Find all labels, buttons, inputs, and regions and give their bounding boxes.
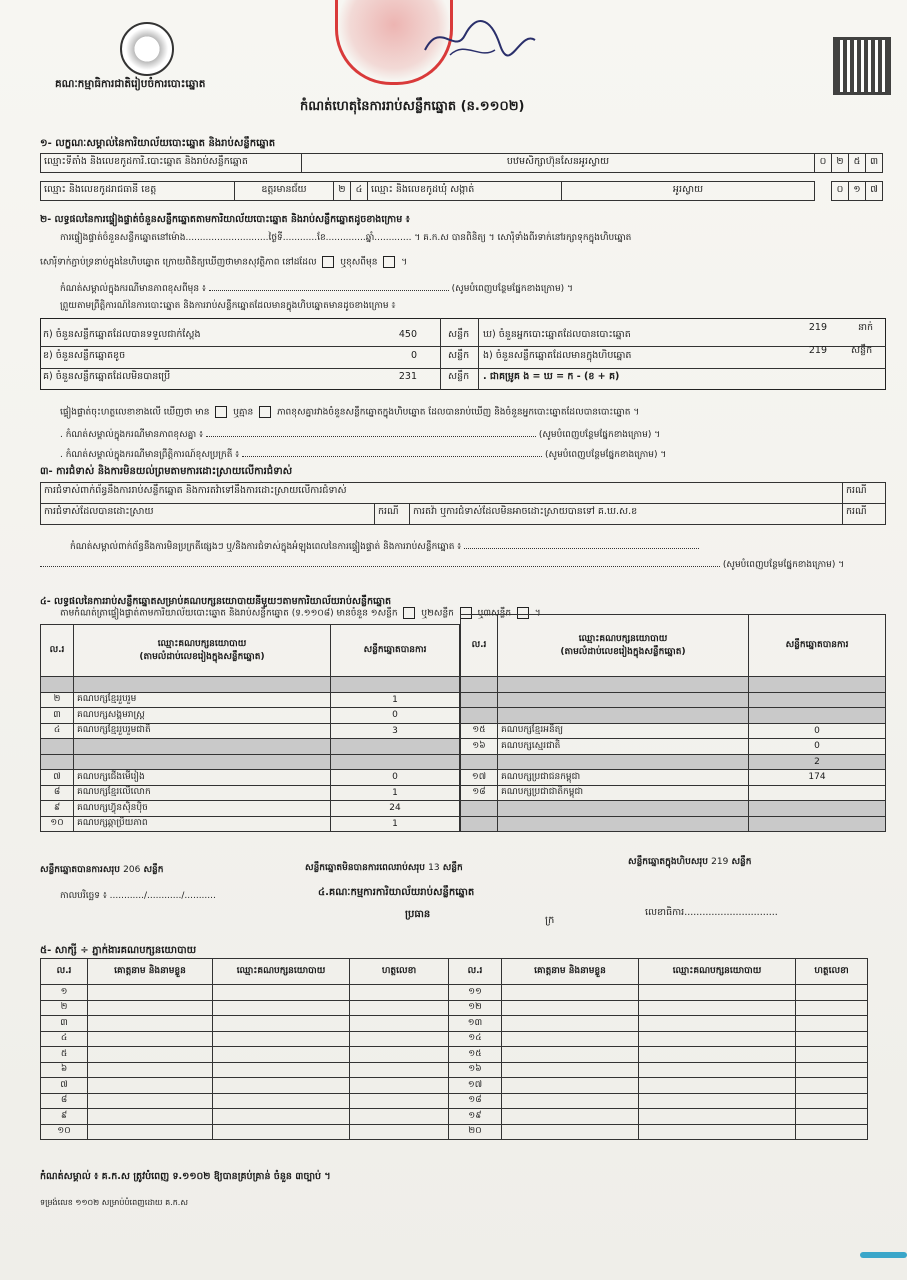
difference-note-label: កំណត់សម្គាល់ក្នុងករណីមានភាពខុសពីមុន ៖ (60, 284, 206, 294)
witness-no-cell: ៨ (41, 1093, 88, 1109)
province-value: ឧត្តរមានជ័យ (234, 181, 334, 201)
witness-sign-right-cell[interactable] (796, 1016, 868, 1032)
party-results-left (40, 624, 460, 832)
location-value: បឋមសិក្សាហ៊ុនសែនអូរស្វាយ (301, 153, 815, 173)
party-left-name-cell: គណបក្សឆ្កាប្រិយភាព (74, 816, 331, 832)
witness-name-right-cell[interactable] (502, 1000, 639, 1016)
party-right-name-cell (498, 801, 749, 817)
party-right-no-cell (461, 754, 498, 770)
total-valid-value: 206 (123, 865, 141, 875)
section-5-title: ៥- សាក្សី ÷ ភ្នាក់ងារគណបក្សនយោបាយ (40, 945, 197, 956)
commune-code-1: ០ (831, 181, 849, 201)
witness-sign-right-cell[interactable] (796, 1078, 868, 1094)
party-left-name-cell: គណបក្សខ្មែររួបរួមជាតិ (74, 723, 331, 739)
party-left-no-cell: ២ (41, 692, 74, 708)
irregularity-note-label: កំណត់សម្គាល់ពាក់ព័ន្ធនឹងការមិនប្រក្រតីផ្សេងៗ ឬ/និងការជំទាស់ក្នុងអំឡុងពេលនៃការផ្ទៀងផ្ទាត់ និងការរាប់សន្លឹកឆ្នោត ៖ (70, 542, 462, 552)
party-left-name-cell: គណបក្សជើងមើរៀង (74, 770, 331, 786)
complaints-row: ការជំទាស់ពាក់ព័ន្ធនឹងការរាប់សន្លឹកឆ្នោត និងការតវ៉ាទៅនឹងការដោះស្រាយលើការជំទាស់ (40, 482, 843, 504)
location-label: ឈ្មោះទីតាំង និងលេខកូដការិ.បោះឆ្នោត និងរាប់សន្លឹកឆ្នោត (40, 153, 302, 173)
unresolved-case: ករណី (842, 503, 886, 525)
secretary-label: លេខាធិការ............................... (645, 907, 778, 918)
section-1-title: ១- លក្ខណៈសម្គាល់នៃការិយាល័យបោះឆ្នោត និងរាប់សន្លឹកឆ្នោត (40, 138, 276, 149)
page-title: កំណត់ហេតុនៃការរាប់សន្លឹកឆ្នោត (ន.១១០២) (300, 99, 525, 114)
witness-name-cell[interactable] (88, 1016, 213, 1032)
col-party-header-line2: (តាមលំដាប់លេខរៀងក្នុងសន្លឹកឆ្នោត) (139, 651, 265, 662)
witness-col-name: គោត្តនាម និងនាមខ្លួន (88, 959, 213, 985)
witness-sign-cell[interactable] (350, 1031, 449, 1047)
province-label: ឈ្មោះ និងលេខកូដរាជធានី ខេត្ត (40, 181, 235, 201)
witness-sign-cell[interactable] (350, 1016, 449, 1032)
note-irregular-field[interactable] (242, 446, 542, 457)
discrepancy-check-text: ផ្ទៀងផ្ទាត់ចុះហត្ថលេខាខាងលើ ឃើញថា មាន (60, 407, 210, 418)
party-right-votes-cell: 2 (749, 754, 886, 770)
party-right-name-cell (498, 677, 749, 693)
witness-name-right-cell[interactable] (502, 1031, 639, 1047)
member-label: ក្រ (545, 915, 555, 926)
location-code-3: ៥ (848, 153, 866, 173)
total-box-label: សន្លឹកឆ្នោតក្នុងហិបសរុប (628, 857, 708, 867)
location-code-1: ០ (814, 153, 832, 173)
witness-col-no-right: ល.រ (449, 959, 502, 985)
party-left-votes-cell: 0 (331, 708, 460, 724)
witness-name-cell[interactable] (88, 1078, 213, 1094)
note-irregular-label: . កំណត់សម្គាល់ក្នុងករណីមានព្រឹត្តិការណ៍ខុសប្រក្រតី ៖ (60, 450, 240, 460)
section-4-subtitle: តាមកំណត់ត្រាផ្ទៀងផ្ទាត់តាមការិយាល័យបោះឆ្នោត និងរាប់សន្លឹកឆ្នោត (ទ.១១០៨) មានចំនួន ១សន្លឹក ឬ២សន្លឹក ឬ៣សន្លឹក ។ (60, 608, 541, 619)
one-sheet-checkbox[interactable] (403, 607, 415, 619)
witness-name-right-cell[interactable] (502, 985, 639, 1001)
province-code-1: ២ (333, 181, 351, 201)
party-right-votes-cell: 0 (749, 739, 886, 755)
difference-note-line (60, 280, 573, 296)
note-difference-label: . កំណត់សម្គាល់ក្នុងករណីមានភាពខុសគ្នា ៖ (60, 430, 204, 440)
total-valid-unit: សន្លឹក (143, 865, 164, 875)
witness-row (41, 1047, 868, 1063)
yes-checkbox[interactable] (215, 406, 227, 418)
irregularity-note-line2 (40, 556, 844, 572)
witness-party-right-cell[interactable] (639, 1124, 796, 1140)
party-left-name-cell: គណបក្សសង្គមរាស្ត្រ (74, 708, 331, 724)
padlock-text: សោរ៉ុំទាក់ភ្ជាប់ទ្រនាប់ក្នុងនៃហិបឆ្នោត ក្រោយពិនិត្យឃើញថាមានសុវត្ថិភាព នៅដដែល (40, 257, 317, 268)
witness-party-right-cell[interactable] (639, 1093, 796, 1109)
witness-party-right-cell[interactable] (639, 985, 796, 1001)
witness-name-cell[interactable] (88, 1093, 213, 1109)
party-right-row (461, 692, 886, 708)
witness-party-cell[interactable] (213, 1031, 350, 1047)
witness-sign-right-cell[interactable] (796, 1062, 868, 1078)
party-right-votes-cell: 174 (749, 770, 886, 786)
unresolved-row: ការតវ៉ា ឬការជំទាស់ដែលមិនអាចដោះស្រាយបានទៅ គ.ឃ.ស.ខ (409, 503, 843, 525)
no-checkbox[interactable] (259, 406, 271, 418)
party-left-name-cell (74, 754, 331, 770)
total-box-line (628, 856, 751, 869)
divider (478, 318, 479, 390)
party-right-row (461, 770, 886, 786)
party-right-name-cell: គណបក្សប្រជាជនកម្ពុជា (498, 770, 749, 786)
form-number: ទម្រង់លេខ ១១០២ សម្រាប់បំពេញដោយ គ.ក.ស (40, 1198, 188, 1207)
party-right-row (461, 723, 886, 739)
voters-label: ឃ) ចំនួនអ្នកបោះឆ្នោតដែលបានបោះឆ្នោត (483, 329, 631, 340)
total-invalid-line (305, 862, 463, 875)
unused-label: គ) ចំនួនសន្លឹកឆ្នោតដែលមិនបានប្រើ (43, 371, 171, 382)
none-text: ឬគ្មាន (233, 407, 254, 418)
section-2-title: ២- លទ្ធផលនៃការផ្ទៀងផ្ទាត់ចំនួនសន្លឹកឆ្នោតតាមការិយាល័យបោះឆ្នោត និងរាប់សន្លឹកឆ្នោតដូចខាងក្រោម ៖ (40, 214, 410, 225)
party-left-no-cell (41, 754, 74, 770)
witness-party-right-cell[interactable] (639, 1062, 796, 1078)
witness-name-right-cell[interactable] (502, 1124, 639, 1140)
witness-row (41, 1062, 868, 1078)
party-left-row (41, 801, 460, 817)
witness-name-cell[interactable] (88, 1124, 213, 1140)
witness-sign-cell[interactable] (350, 985, 449, 1001)
counting-committee-title: ៤.គណៈកម្មការការិយាល័យរាប់សន្លឹកឆ្នោត (318, 887, 475, 898)
party-right-row (461, 708, 886, 724)
witness-sign-cell[interactable] (350, 1000, 449, 1016)
in-box-value: 219 (808, 345, 827, 356)
party-right-votes-cell (749, 708, 886, 724)
party-right-row (461, 677, 886, 693)
witness-sign-right-cell[interactable] (796, 985, 868, 1001)
sheet-count-text: តាមកំណត់ត្រាផ្ទៀងផ្ទាត់តាមការិយាល័យបោះឆ្នោត និងរាប់សន្លឹកឆ្នោត (ទ.១១០៨) មានចំនួន ១សន្លឹក (60, 608, 398, 619)
party-left-row (41, 723, 460, 739)
col-votes-header: សន្លឹកឆ្នោតបានការ (331, 625, 460, 677)
party-left-no-cell (41, 739, 74, 755)
party-left-name-cell (74, 739, 331, 755)
witness-table (40, 958, 868, 1140)
divider (440, 318, 441, 390)
party-left-row (41, 692, 460, 708)
witness-no-cell: ៣ (41, 1016, 88, 1032)
party-right-no-cell (461, 677, 498, 693)
witness-no-cell: ៥ (41, 1047, 88, 1063)
witness-no-right-cell: ១៧ (449, 1078, 502, 1094)
total-invalid-value: 13 (428, 863, 440, 873)
col-party-header-right-line1: ឈ្មោះគណបក្សនយោបាយ (578, 633, 668, 644)
party-left-votes-cell (331, 677, 460, 693)
witness-col-sign-right: ហត្ថលេខា (796, 959, 868, 985)
padlock-line: សោរ៉ុំទាក់ភ្ជាប់ទ្រនាប់ក្នុងនៃហិបឆ្នោត ក្រោយពិនិត្យឃើញថាមានសុវត្ថិភាព នៅដដែល ឬខុសពីមុន ។ (40, 257, 408, 268)
witness-no-right-cell: ១៨ (449, 1093, 502, 1109)
witness-party-cell[interactable] (213, 1047, 350, 1063)
difference-note-hint: (សូមបំពេញបន្ថែមផ្នែកខាងក្រោម) ។ (451, 284, 573, 294)
received-value: 450 (398, 329, 417, 340)
party-left-votes-cell: 1 (331, 816, 460, 832)
note-irregular-hint: (សូមបំពេញបន្ថែមផ្នែកខាងក្រោម) ។ (544, 450, 667, 460)
party-left-votes-cell: 3 (331, 723, 460, 739)
witness-party-cell[interactable] (213, 1000, 350, 1016)
spoiled-value: 0 (410, 350, 417, 361)
total-invalid-label: សន្លឹកឆ្នោតមិនបានការពេលរាប់សរុប (305, 863, 425, 873)
witness-no-cell: ៩ (41, 1109, 88, 1125)
two-sheets-text: ឬ២សន្លឹក (421, 608, 454, 619)
in-box-unit: សន្លឹក (851, 345, 873, 356)
irregularity-note-hint: (សូមបំពេញបន្ថែមផ្នែកខាងក្រោម) ។ (722, 560, 845, 570)
witness-sign-right-cell[interactable] (796, 1124, 868, 1140)
party-left-row (41, 677, 460, 693)
received-unit: សន្លឹក (448, 329, 470, 340)
party-left-no-cell: ៧ (41, 770, 74, 786)
witness-party-right-cell[interactable] (639, 1047, 796, 1063)
col-no-header: ល.រ (41, 625, 74, 677)
discrepancy-check-line (60, 406, 639, 420)
total-valid-label: សន្លឹកឆ្នោតបានការសរុប (40, 865, 120, 875)
party-right-votes-cell (749, 785, 886, 801)
difference-note-field[interactable] (209, 280, 449, 291)
witness-row (41, 1093, 868, 1109)
party-right-name-cell: គណបក្សខ្មែរអនិត្យ (498, 723, 749, 739)
witness-name-right-cell[interactable] (502, 1093, 639, 1109)
total-invalid-unit: សន្លឹក (442, 863, 463, 873)
witness-col-party-right: ឈ្មោះគណបក្សនយោបាយ (639, 959, 796, 985)
party-left-row (41, 816, 460, 832)
col-party-header-line1: ឈ្មោះគណបក្សនយោបាយ (157, 638, 247, 649)
witness-col-sign: ហត្ថលេខា (350, 959, 449, 985)
chair-label: ប្រធាន (405, 909, 431, 920)
location-code-4: ៣ (865, 153, 883, 173)
witness-no-cell: ៦ (41, 1062, 88, 1078)
witness-sign-cell[interactable] (350, 1047, 449, 1063)
note-difference-field[interactable] (206, 426, 536, 437)
witness-sign-cell[interactable] (350, 1124, 449, 1140)
witness-row (41, 1031, 868, 1047)
voters-value: 219 (808, 322, 827, 333)
unused-unit: សន្លឹក (448, 371, 470, 382)
witness-party-right-cell[interactable] (639, 1016, 796, 1032)
witness-no-right-cell: ១២ (449, 1000, 502, 1016)
party-left-votes-cell: 1 (331, 785, 460, 801)
witness-no-right-cell: ១៥ (449, 1047, 502, 1063)
party-left-row (41, 708, 460, 724)
province-code-2: ៤ (350, 181, 368, 201)
witness-name-cell[interactable] (88, 1047, 213, 1063)
witness-party-cell[interactable] (213, 1093, 350, 1109)
witness-party-cell[interactable] (213, 1109, 350, 1125)
total-box-value: 219 (711, 857, 729, 867)
party-right-no-cell: ១៦ (461, 739, 498, 755)
witness-sign-cell[interactable] (350, 1078, 449, 1094)
party-left-votes-cell: 0 (331, 770, 460, 786)
witness-col-name-right: គោត្តនាម និងនាមខ្លួន (502, 959, 639, 985)
irregularity-note-field-2[interactable] (40, 556, 720, 567)
witness-no-cell: ៧ (41, 1078, 88, 1094)
witness-sign-right-cell[interactable] (796, 1000, 868, 1016)
party-right-no-cell (461, 692, 498, 708)
section-4-title: ៤- លទ្ធផលនៃការរាប់សន្លឹកឆ្នោតសម្រាប់គណបក្សនយោបាយនីមួយៗតាមការិយាល័យរាប់សន្លឹកឆ្នោត (40, 596, 392, 607)
in-box-label: ង) ចំនួនសន្លឹកឆ្នោតដែលមានក្នុងហិបឆ្នោត (483, 350, 632, 361)
witness-party-cell[interactable] (213, 1124, 350, 1140)
witness-row (41, 1016, 868, 1032)
witness-no-cell: ២ (41, 1000, 88, 1016)
party-right-no-cell (461, 816, 498, 832)
witness-name-right-cell[interactable] (502, 1078, 639, 1094)
party-right-no-cell: ១៧ (461, 770, 498, 786)
witness-name-cell[interactable] (88, 1000, 213, 1016)
party-right-row (461, 816, 886, 832)
col-party-header-right-line2: (តាមលំដាប់លេខរៀងក្នុងសន្លឹកឆ្នោត) (560, 646, 686, 657)
party-left-row (41, 785, 460, 801)
voters-unit: នាក់ (858, 322, 874, 333)
party-left-name-cell: គណបក្សខ្មែរលើលោក (74, 785, 331, 801)
witness-no-cell: ៤ (41, 1031, 88, 1047)
ballot-intro: ព្រួយតាមព្រឹត្តិការណ៍នៃការបោះឆ្នោត និងការរាប់សន្លឹកឆ្នោតដែលមានក្នុងហិបឆ្នោតមានដូចខាងក្រោម ៖ (60, 301, 396, 311)
col-party-header (74, 625, 331, 677)
witness-no-right-cell: ១៣ (449, 1016, 502, 1032)
party-right-row (461, 785, 886, 801)
party-left-no-cell: ៤ (41, 723, 74, 739)
witness-row (41, 985, 868, 1001)
witness-name-cell[interactable] (88, 1031, 213, 1047)
witness-sign-cell[interactable] (350, 1093, 449, 1109)
party-left-votes-cell (331, 739, 460, 755)
party-right-name-cell: គណបក្សស្មេរជាតិ (498, 739, 749, 755)
col-no-header-right: ល.រ (461, 615, 498, 677)
note-irregular-line (60, 446, 666, 462)
party-left-no-cell: ៩ (41, 801, 74, 817)
section-3-title: ៣- ការជំទាស់ និងការមិនយល់ព្រមតាមការដោះស្រាយលើការជំទាស់ (40, 466, 293, 477)
party-left-no-cell (41, 677, 74, 693)
witness-no-cell: ១ (41, 985, 88, 1001)
party-right-name-cell (498, 754, 749, 770)
witness-no-right-cell: ១៤ (449, 1031, 502, 1047)
witness-no-right-cell: ១១ (449, 985, 502, 1001)
party-right-name-cell (498, 708, 749, 724)
party-left-name-cell (74, 677, 331, 693)
changed-text: ឬខុសពីមុន (340, 257, 378, 268)
witness-col-party: ឈ្មោះគណបក្សនយោបាយ (213, 959, 350, 985)
party-left-row (41, 739, 460, 755)
note-difference-hint: (សូមបំពេញបន្ថែមផ្នែកខាងក្រោម) ។ (538, 430, 661, 440)
witness-party-cell[interactable] (213, 985, 350, 1001)
party-right-votes-cell (749, 692, 886, 708)
party-right-no-cell: ១៥ (461, 723, 498, 739)
note-difference-line (60, 426, 660, 442)
commune-code-3: ៧ (865, 181, 883, 201)
witness-no-right-cell: ១៦ (449, 1062, 502, 1078)
party-left-row (41, 770, 460, 786)
location-code-2: ២ (831, 153, 849, 173)
party-left-name-cell: គណបក្សហ៊្វុនស៊ិនប៉ិច (74, 801, 331, 817)
col-party-header-right (498, 615, 749, 677)
witness-name-right-cell[interactable] (502, 1062, 639, 1078)
total-valid-line (40, 864, 163, 877)
witness-party-right-cell[interactable] (639, 1000, 796, 1016)
witness-no-right-cell: ១៩ (449, 1109, 502, 1125)
formula: . ជាគម្រូគ ង = ឃ = ក - (ខ + គ) (483, 371, 620, 382)
commune-code-2: ១ (848, 181, 866, 201)
witness-no-cell: ១០ (41, 1124, 88, 1140)
party-right-no-cell: ១៨ (461, 785, 498, 801)
witness-sign-cell[interactable] (350, 1062, 449, 1078)
witness-name-cell[interactable] (88, 1062, 213, 1078)
qr-code-icon (836, 40, 888, 92)
witness-row (41, 1078, 868, 1094)
party-right-row (461, 754, 886, 770)
commune-value: អូរស្វាយ (561, 181, 815, 201)
commune-label: ឈ្មោះ និងលេខកូដឃុំ សង្កាត់ (367, 181, 562, 201)
witness-name-right-cell[interactable] (502, 1016, 639, 1032)
party-left-votes-cell: 24 (331, 801, 460, 817)
received-label: ក) ចំនួនសន្លឹកឆ្នោតដែលបានទទួលជាក់ស្តែង (43, 329, 201, 340)
party-right-name-cell (498, 816, 749, 832)
unchanged-checkbox[interactable] (322, 256, 334, 268)
unused-value: 231 (398, 371, 417, 382)
witness-sign-right-cell[interactable] (796, 1031, 868, 1047)
witness-sign-right-cell[interactable] (796, 1047, 868, 1063)
party-right-votes-cell (749, 677, 886, 693)
witness-party-cell[interactable] (213, 1016, 350, 1032)
date-line: កាលបរិច្ឆេទ ៖ ............/............/........... (60, 891, 216, 901)
irregularity-note-line (70, 538, 699, 554)
party-right-row (461, 801, 886, 817)
witness-name-cell[interactable] (88, 1109, 213, 1125)
party-left-row (41, 754, 460, 770)
party-right-row (461, 739, 886, 755)
witness-sign-right-cell[interactable] (796, 1093, 868, 1109)
committee-logo-icon (120, 22, 174, 76)
party-left-no-cell: ១០ (41, 816, 74, 832)
party-right-no-cell (461, 708, 498, 724)
total-box-unit: សន្លឹក (731, 857, 752, 867)
verification-time-line: ការផ្ទៀងផ្ទាត់ចំនួនសន្លឹកឆ្នោតនៅម៉ោង.............................ថ្ងៃទី............ខែ..............ឆ្នាំ............. ។ គ.ក.ស បានពិនិត្យ ។ សោរ៉ុំទាំងពីរទាក់នៅរក្សាទុកក្នុងហិបឆ្នោត (60, 233, 632, 243)
party-left-no-cell: ៣ (41, 708, 74, 724)
party-right-votes-cell: 0 (749, 723, 886, 739)
witness-party-cell[interactable] (213, 1062, 350, 1078)
three-sheets-text: ឬ៣សន្លឹក (477, 608, 512, 619)
spoiled-unit: សន្លឹក (448, 350, 470, 361)
witness-row (41, 1109, 868, 1125)
complaints-case: ករណី (842, 482, 886, 504)
col-votes-header-right: សន្លឹកឆ្នោតបានការ (749, 615, 886, 677)
spoiled-label: ខ) ចំនួនសន្លឹកឆ្នោតខូច (43, 350, 126, 361)
witness-sign-cell[interactable] (350, 1109, 449, 1125)
changed-checkbox[interactable] (383, 256, 395, 268)
committee-name: គណៈកម្មាធិការជាតិរៀបចំការបោះឆ្នោត (55, 78, 206, 90)
resolved-case: ករណី (374, 503, 410, 525)
witness-name-cell[interactable] (88, 985, 213, 1001)
witness-sign-right-cell[interactable] (796, 1109, 868, 1125)
discrepancy-detail: ភាពខុសគ្នារវាងចំនួនសន្លឹកឆ្នោតក្នុងហិបឆ្នោត ដែលបានរាប់ឃើញ និងចំនួនអ្នកបោះឆ្នោតដែលបានបោះឆ្នោត ។ (276, 407, 640, 418)
resolved-row: ការជំទាស់ដែលបានដោះស្រាយ (40, 503, 375, 525)
witness-no-right-cell: ២០ (449, 1124, 502, 1140)
party-results-right (460, 614, 886, 832)
witness-row (41, 1124, 868, 1140)
signature-icon (420, 10, 540, 65)
party-left-no-cell: ៨ (41, 785, 74, 801)
irregularity-note-field[interactable] (464, 538, 699, 549)
witness-party-right-cell[interactable] (639, 1078, 796, 1094)
witness-name-right-cell[interactable] (502, 1047, 639, 1063)
party-right-name-cell: គណបក្សប្រជាជាតិកម្ពុជា (498, 785, 749, 801)
party-left-votes-cell: 1 (331, 692, 460, 708)
party-right-votes-cell (749, 816, 886, 832)
witness-party-right-cell[interactable] (639, 1109, 796, 1125)
footer-note: កំណត់សម្គាល់ ៖ គ.ក.ស ត្រូវបំពេញ ទ.១១០២ ឱ្យបានគ្រប់គ្រាន់ ចំនួន ៣ច្បាប់ ។ (40, 1171, 331, 1182)
witness-row (41, 1000, 868, 1016)
blue-mark (860, 1252, 907, 1258)
party-right-votes-cell (749, 801, 886, 817)
party-left-votes-cell (331, 754, 460, 770)
party-left-name-cell: គណបក្សខ្មែររួបរួម (74, 692, 331, 708)
witness-party-right-cell[interactable] (639, 1031, 796, 1047)
witness-name-right-cell[interactable] (502, 1109, 639, 1125)
party-right-name-cell (498, 692, 749, 708)
witness-party-cell[interactable] (213, 1078, 350, 1094)
party-right-no-cell (461, 801, 498, 817)
witness-col-no: ល.រ (41, 959, 88, 985)
